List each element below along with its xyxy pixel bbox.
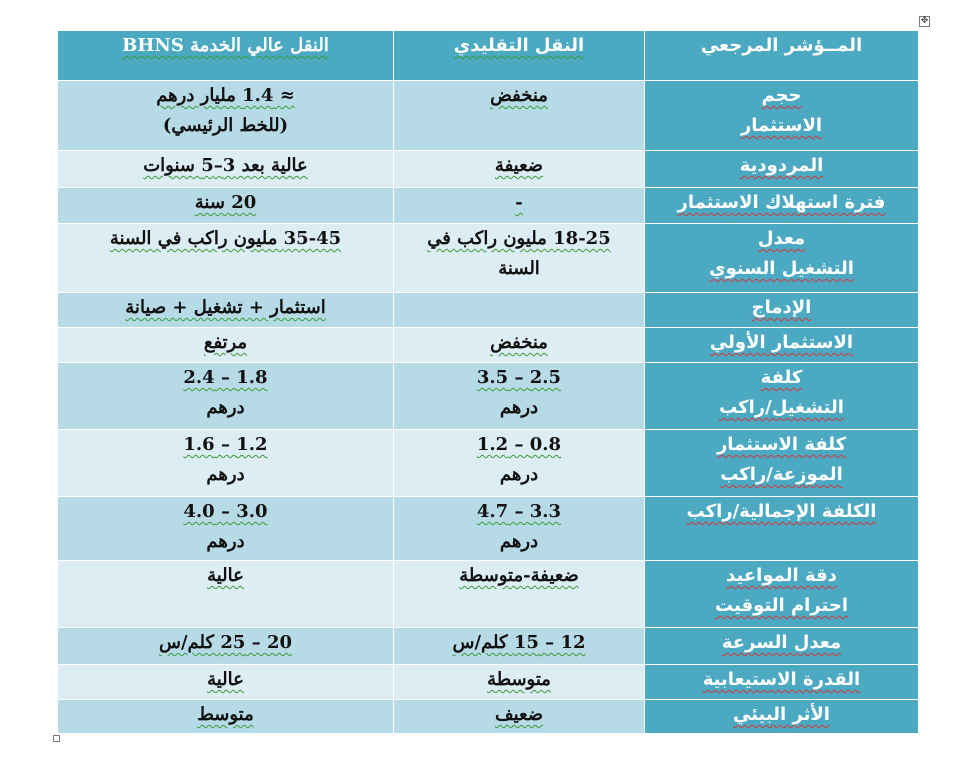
traditional-cell — [394, 628, 645, 665]
traditional-cell — [394, 328, 645, 363]
bhns-cell-line: عالية — [207, 669, 244, 690]
indicator-cell-line: احترام التوقيت — [714, 595, 849, 616]
indicator-cell-line: التشغيل/راكب — [719, 397, 844, 418]
table-row — [58, 224, 919, 293]
bhns-cell-line: 20 سنة — [194, 192, 257, 213]
indicator-cell — [645, 81, 919, 151]
traditional-cell-line: متوسطة — [487, 669, 551, 690]
indicator-cell — [645, 628, 919, 665]
indicator-cell — [645, 328, 919, 363]
table-row — [58, 328, 919, 363]
bhns-cell — [58, 665, 394, 700]
header-bhns: النقل عالي الخدمة BHNS — [58, 31, 394, 81]
traditional-cell — [394, 700, 645, 734]
table-row — [58, 430, 919, 497]
traditional-cell — [394, 363, 645, 430]
bhns-cell-line: 1.8 – 2.4 — [183, 367, 268, 388]
indicator-cell — [645, 561, 919, 628]
indicator-cell-line: الإدماج — [751, 297, 812, 318]
bhns-cell — [58, 628, 394, 665]
indicator-cell-line: دقة المواعيد — [726, 565, 837, 586]
bhns-cell-line: متوسط — [197, 704, 254, 725]
traditional-cell — [394, 430, 645, 497]
bhns-cell-line: عالية — [207, 565, 244, 586]
table-row — [58, 363, 919, 430]
bhns-cell-line: درهم — [206, 397, 245, 418]
table-row — [58, 293, 919, 328]
traditional-cell-line: درهم — [499, 531, 539, 552]
bhns-cell — [58, 151, 394, 188]
traditional-cell-line: درهم — [499, 397, 539, 418]
bhns-cell-line: درهم — [206, 464, 245, 485]
table-row — [58, 700, 919, 734]
bhns-cell-line: درهم — [206, 531, 245, 552]
table-row — [58, 188, 919, 224]
traditional-cell-line: 2.5 – 3.5 — [476, 367, 562, 388]
bhns-cell — [58, 188, 394, 224]
table-row — [58, 151, 919, 188]
indicator-cell-line: كلفة الاستثمار — [716, 434, 847, 455]
table-end-marker-icon — [53, 735, 60, 742]
table-header-row — [58, 31, 919, 81]
indicator-cell-line: كلفة — [760, 367, 803, 388]
indicator-cell — [645, 224, 919, 293]
indicator-cell — [645, 363, 919, 430]
indicator-cell — [645, 293, 919, 328]
indicator-cell — [645, 430, 919, 497]
indicator-cell-line: الكلفة الإجمالية/راكب — [686, 501, 877, 522]
indicator-cell-line: الأثر البيئي — [733, 704, 830, 725]
traditional-cell — [394, 224, 645, 293]
indicator-cell — [645, 665, 919, 700]
traditional-cell-line: منخفض — [490, 85, 548, 106]
traditional-cell-line: 3.3 – 4.7 — [476, 501, 562, 522]
bhns-cell — [58, 293, 394, 328]
traditional-cell — [394, 665, 645, 700]
indicator-cell — [645, 700, 919, 734]
traditional-cell — [394, 561, 645, 628]
indicator-cell-line: معدل — [757, 228, 806, 249]
indicator-cell-line: التشغيل السنوي — [709, 258, 854, 279]
traditional-cell — [394, 81, 645, 151]
traditional-cell — [394, 293, 645, 328]
traditional-cell-line: 0.8 – 1.2 — [476, 434, 562, 455]
table-row — [58, 628, 919, 665]
traditional-cell-line: ضعيفة — [494, 155, 544, 176]
table-row — [58, 81, 919, 151]
traditional-cell-line: منخفض — [490, 332, 548, 353]
bhns-cell-line: مرتفع — [203, 332, 248, 353]
bhns-cell — [58, 700, 394, 734]
bhns-cell — [58, 224, 394, 293]
indicator-cell-line: فترة استهلاك الاستثمار — [677, 192, 886, 213]
bhns-cell-line: ≈ 1.4 مليار درهم — [156, 85, 295, 106]
bhns-cell-line: 35-45 مليون راكب في السنة — [109, 228, 342, 249]
table-row — [58, 497, 919, 561]
traditional-cell-line: - — [515, 192, 523, 213]
bhns-cell-line: (للخط الرئيسي) — [162, 115, 289, 136]
indicator-cell — [645, 188, 919, 224]
traditional-cell — [394, 497, 645, 561]
indicator-cell-line: الاستثمار — [740, 115, 823, 136]
table-row — [58, 561, 919, 628]
header-traditional: النقل التقليدي — [394, 31, 645, 81]
bhns-cell-line: 1.2 – 1.6 — [183, 434, 268, 455]
bhns-cell-line: 3.0 – 4.0 — [183, 501, 268, 522]
indicator-cell-line: الاستثمار الأولي — [709, 332, 854, 353]
bhns-cell — [58, 497, 394, 561]
header-indicator: المــؤشر المرجعي — [645, 31, 919, 81]
bhns-cell — [58, 328, 394, 363]
indicator-cell — [645, 151, 919, 188]
table-move-handle-icon[interactable]: ✥ — [920, 16, 929, 26]
traditional-cell-line: درهم — [499, 464, 539, 485]
indicator-cell-line: حجم — [761, 85, 802, 106]
bhns-cell-line: استثمار + تشغيل + صيانة — [125, 297, 326, 318]
traditional-cell — [394, 151, 645, 188]
comparison-table — [57, 30, 919, 734]
indicator-cell — [645, 497, 919, 561]
table-row — [58, 665, 919, 700]
traditional-cell-line: 12 – 15 كلم/س — [452, 632, 586, 653]
bhns-cell — [58, 363, 394, 430]
traditional-cell-line: السنة — [498, 258, 540, 279]
bhns-cell-line: 20 – 25 كلم/س — [159, 632, 292, 653]
indicator-cell-line: معدل السرعة — [721, 632, 842, 653]
bhns-cell-line: عالية بعد 3–5 سنوات — [143, 155, 308, 176]
bhns-cell — [58, 561, 394, 628]
indicator-cell-line: الموزعة/راكب — [720, 464, 843, 485]
indicator-cell-line: القدرة الاستيعابية — [702, 669, 861, 690]
traditional-cell-line: ضعيفة-متوسطة — [459, 565, 579, 586]
indicator-cell-line: المردودية — [739, 155, 824, 176]
traditional-cell-line: ضعيف — [494, 704, 544, 725]
traditional-cell-line: 18-25 مليون راكب في — [427, 228, 611, 249]
bhns-cell — [58, 81, 394, 151]
bhns-cell — [58, 430, 394, 497]
traditional-cell — [394, 188, 645, 224]
